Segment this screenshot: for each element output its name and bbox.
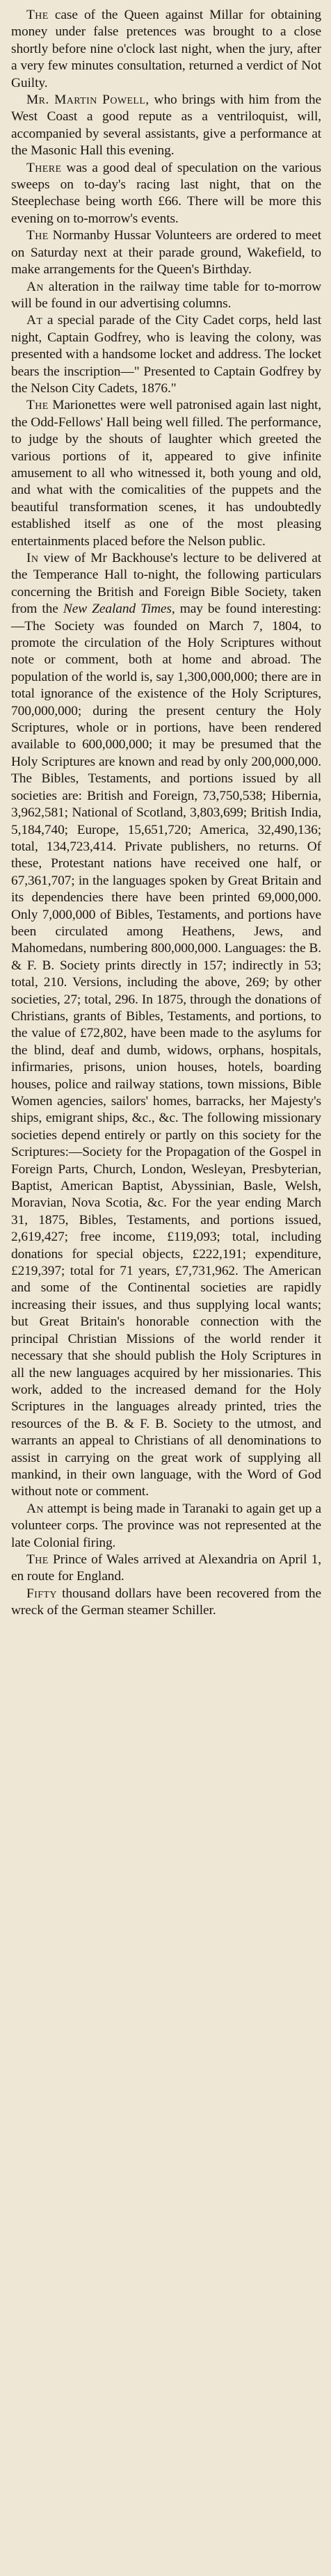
- paragraph-ventriloquist: [11, 92, 321, 160]
- paragraph-prince-of-wales: [11, 1552, 321, 1586]
- paragraph-railway-timetable: [11, 279, 321, 313]
- paragraph-text: a special parade of the City Cadet corps, held last night, Captain Godfrey, who is leaving the colony, was presented with a handsome locket and address. The locket bears the inscription—" Presented to Captain Godfrey by the Nelson City Cadets, 1876.": [11, 313, 321, 396]
- paragraph-cadet-presentation: [11, 312, 321, 397]
- newspaper-title-italic: New Zealand Times: [63, 602, 172, 617]
- paragraph-lead: At: [26, 313, 43, 328]
- paragraph-marionettes: [11, 397, 321, 550]
- paragraph-text: who brings with him from the West Coast a good repute as a ventriloquist, will, accompanied by several assistants, give a performance at the Masonic Hall this evening.: [11, 92, 321, 159]
- paragraph-sweeps: [11, 160, 321, 228]
- paragraph-lead: The: [26, 1552, 49, 1567]
- paragraph-text: Prince of Wales arrived at Alexandria on April 1, en route for England.: [11, 1552, 321, 1584]
- paragraph-lead: An: [26, 1501, 44, 1516]
- paragraph-lead: The: [26, 398, 49, 413]
- paragraph-lead: Fifty: [26, 1586, 57, 1601]
- paragraph-text: case of the Queen against Millar for obtaining money under false pretences was brought to a close shortly before nine o'clock last night, when the jury, after a very few minutes consultation, returned a verdict of Not Guilty.: [11, 8, 321, 90]
- paragraph-lead: The: [26, 8, 49, 22]
- paragraph-text: attempt is being made in Taranaki to again get up a volunteer corps. The province was not represented at the late Colonial firing.: [11, 1501, 321, 1550]
- paragraph-text: was a good deal of speculation on the various sweeps on to-day's racing last night, that on the Steeplechase being worth £66. There will be more this evening on to-morrow's events.: [11, 160, 321, 226]
- paragraph-text: Marionettes were well patronised again last night, the Odd-Fellows' Hall being well filled. The performance, to judge by the shouts of laughter which greeted the various portions of it, appeared to give infinite amusement to all who witnessed it, both young and old, and what with the comicalities of the puppets and the beautiful transformation scenes, it has undoubtedly established itself as one of the most pleasing entertainments placed before the Nelson public.: [11, 398, 321, 549]
- paragraph-lead: In: [26, 551, 39, 565]
- paragraph-text: alteration in the railway time table for to-morrow will be found in our advertising columns.: [11, 279, 321, 311]
- paragraph-hussar-volunteers: [11, 227, 321, 278]
- paragraph-taranaki-volunteers: [11, 1501, 321, 1552]
- paragraph-lead: An: [26, 279, 44, 294]
- paragraph-schiller-wreck: [11, 1586, 321, 1620]
- paragraph-text: Normanby Hussar Volunteers are ordered to meet on Saturday next at their parade ground, Wakefield, to make arrangements for the Queen's Birthday.: [11, 228, 321, 277]
- paragraph-bible-society: [11, 550, 321, 1501]
- paragraph-lead: There: [26, 160, 62, 175]
- paragraph-lead: The: [26, 228, 49, 243]
- paragraph-text: thousand dollars have been recovered from the wreck of the German steamer Schiller.: [11, 1586, 321, 1618]
- paragraph-text: view of Mr Backhouse's lecture to be delivered at the Temperance Hall to-night, the following particulars concerning the British and Foreign Bible Society, taken from the: [11, 551, 321, 617]
- paragraph-lead: Mr. Martin Powell,: [26, 92, 150, 108]
- paragraph-millar-verdict: [11, 7, 321, 92]
- paragraph-text-tail: , may be found interesting:—The Society was founded on March 7, 1804, to promote the circulation of the Holy Scriptures without note or comment, both at home and abroad. The population of the world is, say 1,300,000,000; there are in total ignorance of the existence of the Holy Scriptures, 700,000,000; during the present century the Holy Scriptures, whole or in portions, have been rendered available to 600,000,000; it may be presumed that the Holy Scriptures are known and read by only 200,000,000. The Bibles, Testaments, and portions issued by all societies are: British and Foreign, 73,750,538; Hibernia, 3,962,581; National of Scotland, 3,803,699; British India, 5,184,740; Europe, 15,651,720; America, 32,490,136; total, 134,723,414. Private publishers, no returns. Of these, Protestant nations have received one half, or 67,361,707; in the languages spoken by Great Britain and its dependencies there have been printed 69,000,000. Only 7,000,000 of Bibles, Testaments, and portions have been circulated among Heathens, Jews, and Mahomedans, numbering 800,000,000. Languages: the B. & F. B. Society prints directly in 157; indirectly in 53; total, 210. Versions, including the above, 269; by other societies, 27; total, 296. In 1875, through the donations of Christians, grants of Bibles, Testaments, and portions, to the value of £72,802, have been made to the asylums for the blind, deaf and dumb, widows, orphans, hospitals, infirmaries, prisons, union houses, hotels, boarding houses, police and railway stations, town missions, Bible Women agencies, sailors' homes, barracks, her Majesty's ships, emigrant ships, &c., &c. The following missionary societies depend entirely or partly on this society for the Scriptures:—Society for the Propagation of the Gospel in Foreign Parts, Church, London, Wesleyan, Presbyterian, Baptist, American Baptist, Abyssinian, Basle, Welsh, Moravian, Nova Scotia, &c. For the year ending March 31, 1875, Bibles, Testaments, and portions issued, 2,619,427; free income, £119,093; total, including donations for special objects, £222,191; expenditure, £219,397; total for 71 years, £7,731,962. The American and some of the Continental societies are rapidly increasing their issues, and thus supplying local wants; but Great Britain's honorable connection with the principal Christian Missions of the world render it necessary that she should publish the Holy Scriptures in all the new languages acquired by her missionaries. This work, added to the increased demand for the Holy Scriptures in the languages already printed, tries the resources of the B. & F. B. Society to the utmost, and warrants an appeal to Christians of all denominations to assist in carrying on the great work of supplying all mankind, in their own language, with the Word of God without note or comment.: [11, 602, 321, 1499]
